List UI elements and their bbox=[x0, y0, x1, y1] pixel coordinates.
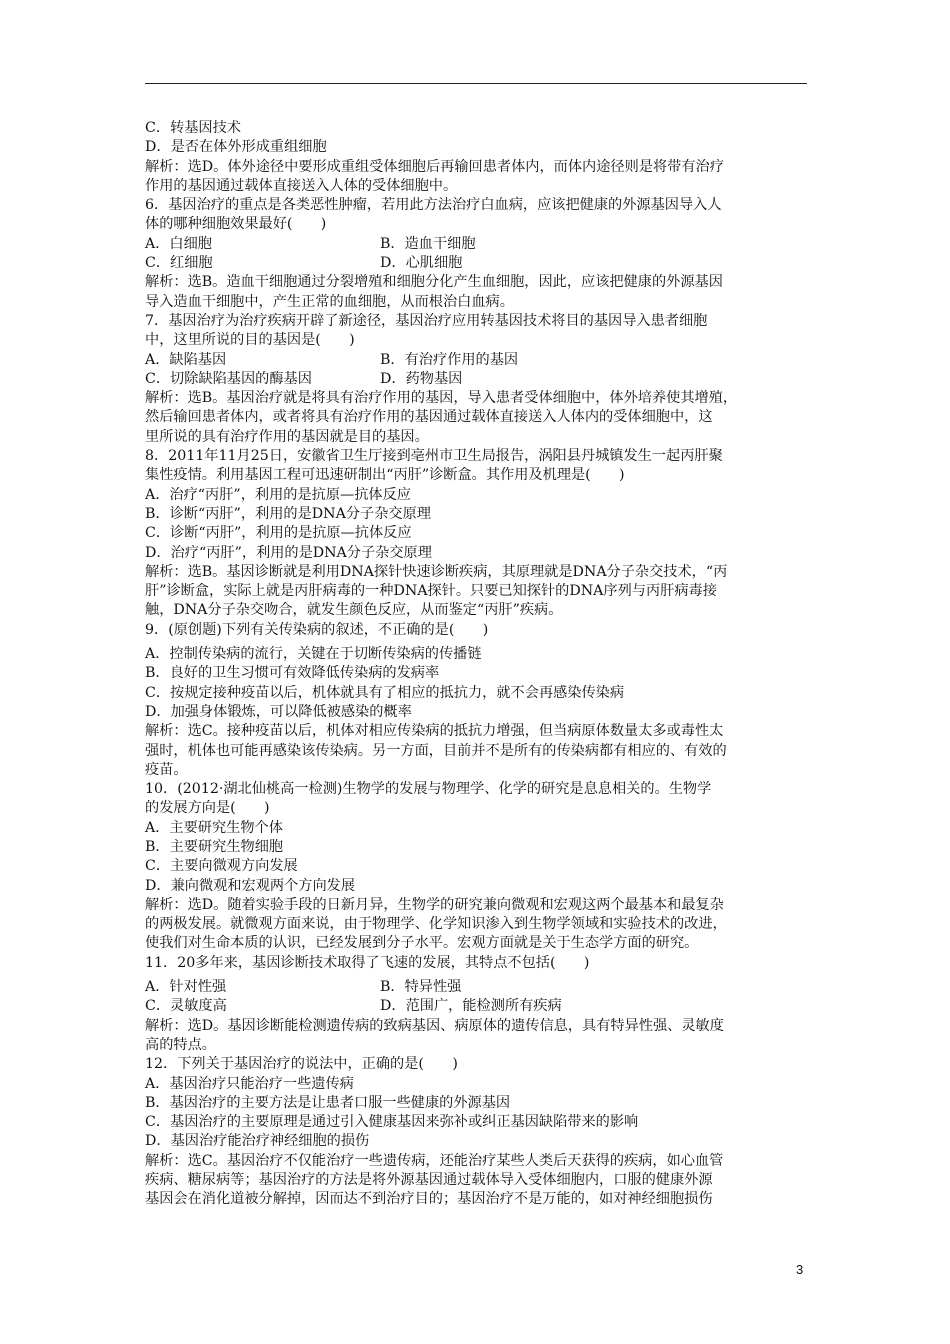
text-line: 里所说的具有治疗作用的基因就是目的基因。 bbox=[145, 428, 429, 445]
text-line: B．基因治疗的主要方法是让患者口服一些健康的外源基因 bbox=[145, 1094, 511, 1111]
option-right: D．范围广，能检测所有疾病 bbox=[380, 998, 562, 1015]
text-line: C．诊断“丙肝”，利用的是抗原—抗体反应 bbox=[145, 525, 412, 542]
option-right: B．造血干细胞 bbox=[380, 235, 476, 252]
text-line: 6．基因治疗的重点是各类恶性肿瘤，若用此方法治疗白血病，应该把健康的外源基因导入人 bbox=[145, 197, 722, 214]
text-line: D．是否在体外形成重组细胞 bbox=[145, 139, 327, 156]
option-left: C．切除缺陷基因的酶基因 bbox=[145, 370, 312, 387]
option-row bbox=[145, 351, 810, 370]
text-line: D．加强身体锻炼，可以降低被感染的概率 bbox=[145, 703, 412, 720]
option-left: C．红细胞 bbox=[145, 255, 213, 272]
text-line: A．控制传染病的流行，关键在于切断传染病的传播链 bbox=[145, 646, 482, 663]
option-row bbox=[145, 997, 810, 1016]
text-line: B．主要研究生物细胞 bbox=[145, 838, 284, 855]
header-rule bbox=[145, 83, 807, 84]
text-line: 体的哪种细胞效果最好( ) bbox=[145, 216, 327, 233]
text-line: 解析：选C。基因治疗不仅能治疗一些遗传病，还能治疗某些人类后天获得的疾病，如心血管 bbox=[145, 1152, 724, 1169]
option-right: B．特异性强 bbox=[380, 979, 462, 996]
text-line: 的两极发展。就微观方面来说，由于物理学、化学知识渗入到生物学领域和实验技术的改进， bbox=[145, 916, 727, 933]
text-line: 10．(2012·湖北仙桃高一检测)生物学的发展与物理学、化学的研究是息息相关的。生物学 bbox=[145, 781, 712, 798]
page-number: 3 bbox=[796, 1262, 804, 1277]
text-line: 触，DNA分子杂交吻合，就发生颜色反应，从而鉴定“丙肝”疾病。 bbox=[145, 602, 563, 619]
option-row bbox=[145, 978, 810, 997]
option-left: C．灵敏度高 bbox=[145, 998, 227, 1015]
text-line: 解析：选D。体外途径中要形成重组受体细胞后再输回患者体内，而体内途径则是将带有治疗 bbox=[145, 158, 724, 175]
option-left: A．缺陷基因 bbox=[145, 351, 227, 368]
option-left: A．针对性强 bbox=[145, 979, 227, 996]
option-right: D．心肌细胞 bbox=[380, 255, 463, 272]
text-line: 解析：选D。基因诊断能检测遗传病的致病基因、病原体的遗传信息，具有特异性强、灵敏度 bbox=[145, 1017, 724, 1034]
text-line: 7．基因治疗为治疗疾病开辟了新途径，基因治疗应用转基因技术将目的基因导入患者细胞 bbox=[145, 312, 708, 329]
option-row bbox=[145, 370, 810, 389]
text-line: 解析：选B。基因诊断就是利用DNA探针快速诊断疾病，其原理就是DNA分子杂交技术，“丙 bbox=[145, 563, 728, 580]
option-right: B．有治疗作用的基因 bbox=[380, 351, 519, 368]
document-body bbox=[145, 119, 810, 1210]
text-line: 导入造血干细胞中，产生正常的血细胞，从而根治白血病。 bbox=[145, 293, 514, 310]
text-line: C．转基因技术 bbox=[145, 120, 241, 136]
text-line: 12．下列关于基因治疗的说法中，正确的是( ) bbox=[145, 1056, 458, 1073]
text-line: 中，这里所说的目的基因是( ) bbox=[145, 332, 355, 349]
text-line: 肝”诊断盒，实际上就是丙肝病毒的一种DNA探针。只要已知探针的DNA序列与丙肝病毒接 bbox=[145, 583, 717, 600]
text-line: 疫苗。 bbox=[145, 761, 188, 778]
text-line: 高的特点。 bbox=[145, 1036, 216, 1053]
text-line: D．治疗“丙肝”，利用的是DNA分子杂交原理 bbox=[145, 544, 432, 561]
text-line: A．治疗“丙肝”，利用的是抗原—抗体反应 bbox=[145, 486, 411, 503]
text-line: 解析：选D。随着实验手段的日新月异，生物学的研究兼向微观和宏观这两个最基本和最复杂 bbox=[145, 896, 724, 913]
option-right: D．药物基因 bbox=[380, 370, 463, 387]
text-line: 解析：选B。基因治疗就是将具有治疗作用的基因，导入患者受体细胞中，体外培养使其增殖， bbox=[145, 390, 738, 407]
text-line: 解析：选B。造血干细胞通过分裂增殖和细胞分化产生血细胞，因此，应该把健康的外源基因 bbox=[145, 274, 723, 291]
text-line: C．主要向微观方向发展 bbox=[145, 858, 298, 875]
text-line: 疾病、糖尿病等；基因治疗的方法是将外源基因通过载体导入受体细胞内，口服的健康外源 bbox=[145, 1172, 713, 1189]
text-line: B．良好的卫生习惯可有效降低传染病的发病率 bbox=[145, 665, 440, 682]
text-line: C．基因治疗的主要原理是通过引入健康基因来弥补或纠正基因缺陷带来的影响 bbox=[145, 1114, 639, 1131]
text-line: B．诊断“丙肝”，利用的是DNA分子杂交原理 bbox=[145, 505, 431, 522]
text-line: A．基因治疗只能治疗一些遗传病 bbox=[145, 1075, 354, 1092]
text-line: 9．(原创题)下列有关传染病的叙述，不正确的是( ) bbox=[145, 621, 489, 638]
text-line: D．基因治疗能治疗神经细胞的损伤 bbox=[145, 1133, 370, 1150]
text-line: 的发展方向是( ) bbox=[145, 800, 270, 817]
text-line: 11．20多年来，基因诊断技术取得了飞速的发展，其特点不包括( ) bbox=[145, 954, 590, 971]
option-row bbox=[145, 235, 810, 254]
option-row bbox=[145, 254, 810, 273]
text-line: A．主要研究生物个体 bbox=[145, 819, 283, 836]
text-line: 集性疫情。利用基因工程可迅速研制出“丙肝”诊断盒。其作用及机理是( ) bbox=[145, 467, 625, 484]
text-line: 作用的基因通过载体直接送入人体的受体细胞中。 bbox=[145, 177, 458, 194]
text-line: 使我们对生命本质的认识，已经发展到分子水平。宏观方面就是关于生态学方面的研究。 bbox=[145, 935, 699, 952]
text-line: 解析：选C。接种疫苗以后，机体对相应传染病的抵抗力增强，但当病原体数量太多或毒性太 bbox=[145, 723, 724, 740]
text-line: 然后输回患者体内，或者将具有治疗作用的基因通过载体直接送入人体内的受体细胞中，这 bbox=[145, 409, 713, 426]
text-line: D．兼向微观和宏观两个方向发展 bbox=[145, 877, 356, 894]
option-left: A．白细胞 bbox=[145, 235, 212, 252]
text-line: C．按规定接种疫苗以后，机体就具有了相应的抵抗力，就不会再感染传染病 bbox=[145, 684, 625, 701]
text-line: 基因会在消化道被分解掉，因而达不到治疗目的；基因治疗不是万能的，如对神经细胞损伤 bbox=[145, 1191, 713, 1208]
text-line: 8．2011年11月25日，安徽省卫生厅接到亳州市卫生局报告，涡阳县丹城镇发生一起丙肝聚 bbox=[145, 448, 723, 465]
text-line: 强时，机体也可能再感染该传染病。另一方面，目前并不是所有的传染病都有相应的、有效的 bbox=[145, 742, 727, 759]
